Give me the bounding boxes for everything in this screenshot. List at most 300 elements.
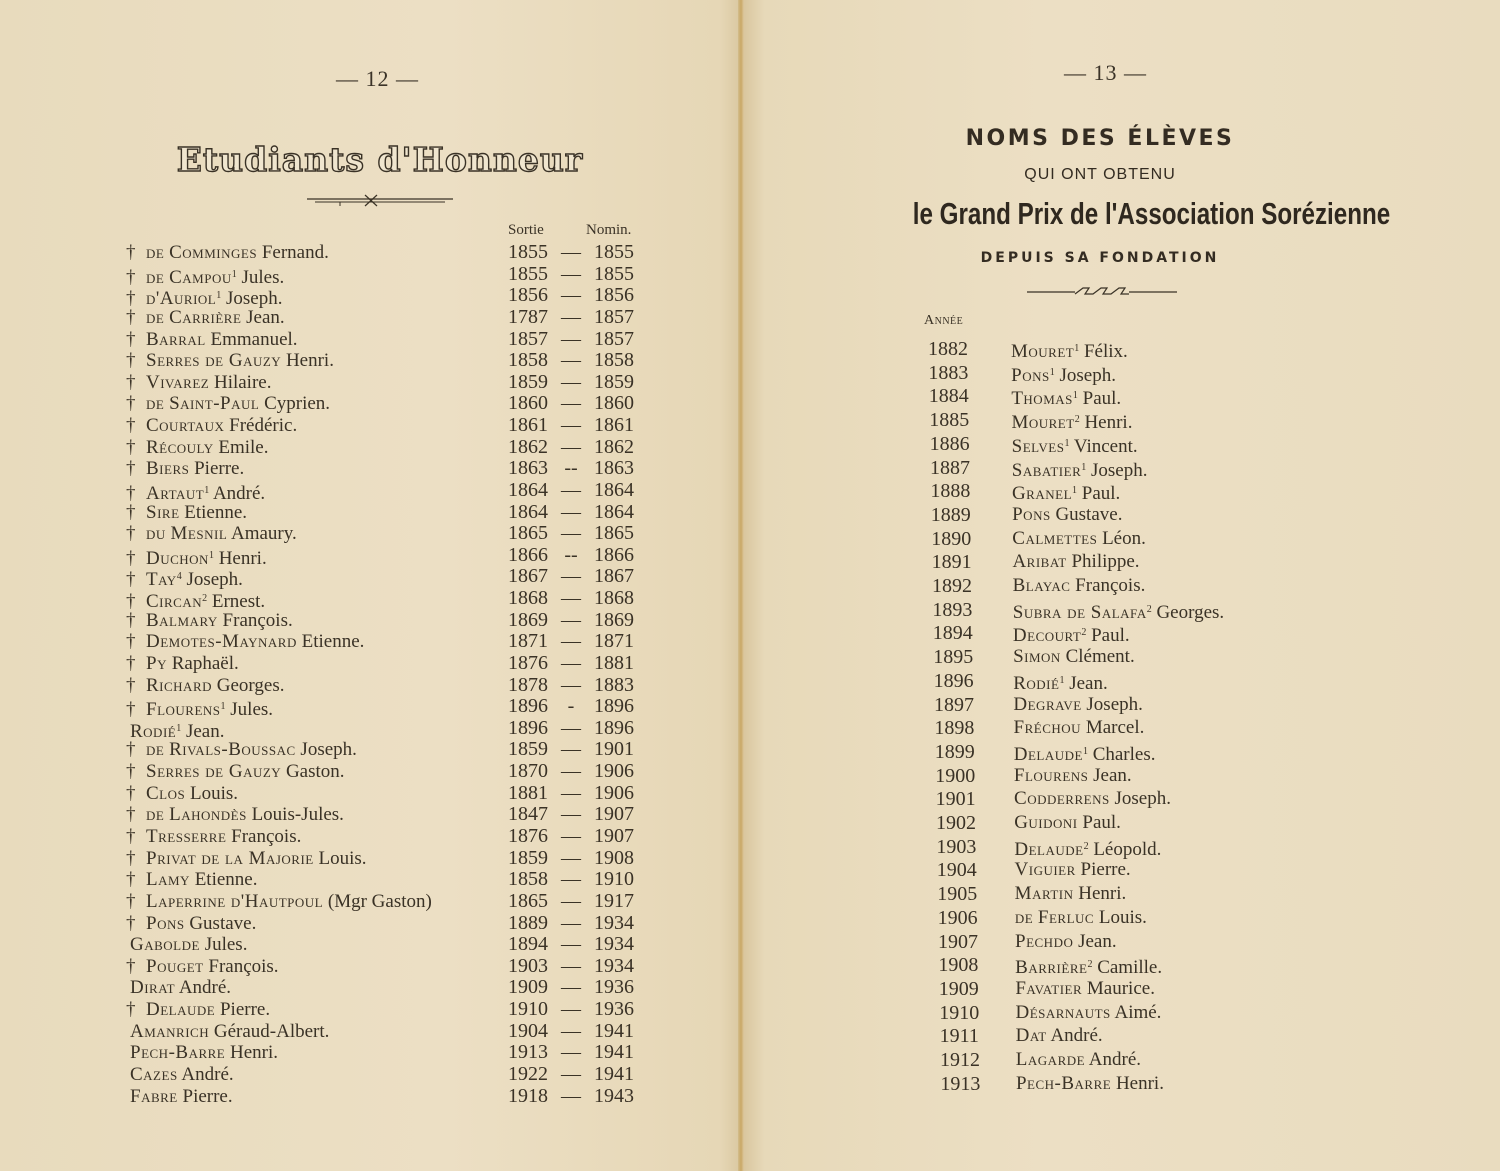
surname: Sabatier <box>1011 459 1082 481</box>
list-item <box>1013 670 1108 695</box>
list-item <box>126 761 345 783</box>
given-name: Camille. <box>1097 957 1163 979</box>
year: 1908 <box>938 954 979 977</box>
list-item <box>130 1064 234 1086</box>
name-particle: d' <box>146 288 160 310</box>
list-item <box>126 523 297 545</box>
footnote-mark: 2 <box>1083 840 1089 852</box>
surname: Serres de Gauzy <box>146 350 282 372</box>
list-item <box>1015 859 1131 881</box>
given-name: Paul. <box>1082 388 1122 410</box>
footnote-mark: 1 <box>204 484 210 496</box>
surname: Sire <box>146 501 180 523</box>
nomination-year: 1941 <box>594 1062 634 1085</box>
date-range <box>508 544 634 567</box>
date-range <box>508 630 634 653</box>
page-title-left: Etudiants d'Honneur <box>176 140 584 179</box>
year: 1901 <box>935 788 976 811</box>
surname: Pech-Barre <box>130 1042 226 1064</box>
surname: Désarnauts <box>1015 1001 1111 1023</box>
surname: Fréchou <box>1013 717 1082 739</box>
sortie-year: 1871 <box>508 630 548 653</box>
year: 1894 <box>932 622 973 645</box>
nomination-year: 1863 <box>594 457 634 480</box>
surname: Rodié <box>130 720 177 742</box>
given-name: Louis. <box>189 782 239 804</box>
surname: Py <box>146 652 167 674</box>
given-name: Amaury. <box>230 523 297 545</box>
list-item <box>130 1086 233 1108</box>
year: 1882 <box>928 338 968 360</box>
given-name: Pierre. <box>182 1085 233 1107</box>
given-name: Joseph. <box>1059 364 1116 386</box>
surname: Dirat <box>130 977 176 999</box>
separator: — <box>561 565 581 588</box>
given-name: André. <box>1050 1025 1103 1047</box>
separator: — <box>561 673 581 696</box>
given-name: Paul. <box>1081 483 1121 505</box>
cross-icon: † <box>126 501 136 523</box>
surname: Privat de la Majorie <box>146 847 314 869</box>
list-item <box>1011 385 1121 410</box>
separator: — <box>561 1019 581 1042</box>
footnote-mark: 1 <box>1072 390 1078 402</box>
nomination-year: 1896 <box>594 716 634 739</box>
surname: Pouget <box>146 955 204 977</box>
surname: Flourens <box>1013 764 1089 786</box>
year: 1898 <box>934 717 975 740</box>
nomination-year: 1941 <box>594 1019 634 1042</box>
nomination-year: 1857 <box>594 305 634 328</box>
separator: — <box>561 262 581 285</box>
list-item <box>1015 907 1147 929</box>
year: 1909 <box>938 977 979 1000</box>
given-name: Raphaël. <box>171 652 239 674</box>
surname: Tresserre <box>146 826 227 847</box>
given-name: André. <box>212 482 266 504</box>
year: 1886 <box>929 432 970 455</box>
given-name: Emile. <box>218 436 269 458</box>
surname: Degrave <box>1013 693 1082 715</box>
footnote-mark: 1 <box>1074 343 1080 354</box>
nomination-year: 1858 <box>594 349 634 372</box>
cross-icon: † <box>126 699 136 721</box>
list-item <box>1011 362 1116 387</box>
year: 1910 <box>939 1001 980 1024</box>
surname: Martin <box>1014 883 1074 905</box>
sortie-year: 1856 <box>508 284 548 307</box>
given-name: Louis. <box>1098 906 1147 928</box>
surname: Serres de Gauzy <box>146 761 282 783</box>
nomination-year: 1869 <box>594 608 634 631</box>
nomination-year: 1936 <box>594 998 634 1021</box>
nomination-year: 1864 <box>594 478 634 501</box>
separator: — <box>561 630 581 653</box>
sortie-year: 1878 <box>508 673 548 696</box>
surname: Rivals-Boussac <box>169 739 296 761</box>
nomination-year: 1934 <box>594 954 634 977</box>
given-name: Louis. <box>318 847 367 869</box>
sortie-year: 1860 <box>508 392 548 415</box>
nomination-year: 1883 <box>594 673 634 696</box>
date-range <box>508 782 634 805</box>
list-item <box>130 1042 278 1064</box>
surname: Demotes-Maynard <box>146 631 297 653</box>
cross-icon: † <box>126 847 136 869</box>
given-name: Hilaire. <box>213 371 272 393</box>
book-gutter <box>738 0 744 1171</box>
surname: Aribat <box>1012 551 1067 573</box>
list-item <box>126 999 270 1021</box>
nomination-year: 1859 <box>594 370 634 393</box>
cross-icon: † <box>126 999 136 1021</box>
nomination-year: 1871 <box>594 630 634 653</box>
footnote-mark: 1 <box>208 549 214 561</box>
footnote-mark: 1 <box>1059 674 1065 686</box>
given-name: Gustave. <box>1055 503 1123 525</box>
list-item <box>126 393 330 415</box>
date-range <box>508 1020 634 1043</box>
date-range <box>508 565 634 588</box>
surname: Biers <box>146 458 190 480</box>
given-name: Louis-Jules. <box>251 804 344 826</box>
name-particle: de <box>146 266 165 288</box>
nomination-year: 1907 <box>594 825 634 847</box>
surname: Richard <box>146 674 213 696</box>
date-range <box>508 457 634 480</box>
year: 1907 <box>938 930 978 953</box>
separator: — <box>561 414 581 437</box>
given-name: André. <box>1088 1049 1142 1070</box>
given-name: Léopold. <box>1093 838 1162 860</box>
list-item <box>1014 812 1121 834</box>
list-item <box>1014 741 1156 766</box>
list-item <box>126 804 344 826</box>
given-name: Paul. <box>1082 812 1121 833</box>
list-item <box>126 610 293 632</box>
given-name: François. <box>231 826 302 847</box>
given-name: François. <box>208 955 279 977</box>
list-item <box>1014 788 1171 810</box>
date-range <box>508 587 634 610</box>
separator: — <box>561 933 581 956</box>
separator: — <box>561 716 581 739</box>
list-item <box>1015 883 1127 905</box>
given-name: Maurice. <box>1086 977 1155 999</box>
surname: Clos <box>146 782 186 804</box>
cross-icon: † <box>126 306 136 328</box>
given-name: André. <box>181 1063 234 1085</box>
separator: — <box>561 889 581 912</box>
sortie-year: 1881 <box>508 781 548 804</box>
separator: — <box>561 349 581 372</box>
given-name: Gaston. <box>285 761 345 783</box>
list-item <box>130 977 231 999</box>
surname: Pechdo <box>1015 930 1074 952</box>
date-range <box>508 414 634 437</box>
nomination-year: 1860 <box>594 392 634 415</box>
surname: Cazes <box>130 1063 178 1085</box>
given-name: François. <box>222 609 293 631</box>
heading-qui-ont-obtenu: QUI ONT OBTENU <box>1024 166 1176 183</box>
surname: Laperrine d'Hautpoul <box>146 890 324 912</box>
cross-icon: † <box>126 436 136 458</box>
given-name: Henri. <box>218 547 267 569</box>
list-item <box>1012 480 1120 505</box>
greek-key-rule-icon <box>1025 285 1179 297</box>
page-number-right: — 13 — <box>1064 60 1147 85</box>
separator: — <box>561 803 581 826</box>
nomination-year: 1936 <box>594 976 634 999</box>
cross-icon: † <box>126 458 136 480</box>
separator: — <box>561 608 581 631</box>
separator: — <box>561 522 581 545</box>
list-item <box>126 350 334 372</box>
year: 1884 <box>928 385 969 408</box>
date-range <box>508 803 634 826</box>
nomination-year: 1856 <box>594 284 634 307</box>
separator: — <box>561 954 581 977</box>
year: 1904 <box>936 859 977 882</box>
separator: — <box>561 998 581 1021</box>
given-name: Joseph. <box>300 739 357 761</box>
name-particle: de <box>1014 906 1034 928</box>
separator: — <box>561 478 581 501</box>
given-name: Jean. <box>1078 930 1117 952</box>
list-item <box>130 934 247 956</box>
sortie-year: 1876 <box>508 825 548 847</box>
year: 1893 <box>932 598 973 621</box>
sortie-year: 1889 <box>508 911 548 934</box>
column-header-nomination: Nomin. <box>586 222 632 238</box>
surname: Amanrich <box>130 1020 210 1042</box>
given-name: Léon. <box>1102 527 1146 549</box>
given-name: Pierre. <box>1080 859 1131 881</box>
list-item <box>1012 457 1148 482</box>
separator: — <box>561 760 581 783</box>
year: 1903 <box>936 835 977 858</box>
given-name: Gustave. <box>189 912 257 934</box>
nomination-year: 1934 <box>594 911 634 934</box>
year: 1911 <box>939 1025 979 1048</box>
year: 1899 <box>934 740 975 763</box>
surname: Ferluc <box>1037 906 1095 928</box>
date-range <box>508 1085 634 1108</box>
year: 1889 <box>930 503 971 526</box>
separator: — <box>561 738 581 761</box>
footnote-mark: 2 <box>1087 959 1093 971</box>
nomination-year: 1896 <box>594 695 634 718</box>
list-item <box>126 739 357 761</box>
page-number-left: — 12 — <box>336 66 419 91</box>
given-name: Cyprien. <box>264 393 331 415</box>
given-name: Jules. <box>204 934 248 956</box>
cross-icon: † <box>126 482 136 504</box>
surname: Lamy <box>146 869 190 891</box>
date-range <box>508 436 634 459</box>
nomination-year: 1861 <box>594 414 634 437</box>
given-name: Henri. <box>230 1042 279 1064</box>
list-item <box>126 329 298 351</box>
footnote-mark: 1 <box>1082 745 1088 757</box>
sortie-year: 1863 <box>508 457 548 480</box>
list-item <box>1014 765 1132 787</box>
date-range <box>508 349 634 372</box>
given-name: (Mgr Gaston) <box>327 890 432 912</box>
date-range <box>508 760 634 783</box>
footnote-mark: 1 <box>216 290 222 302</box>
footnote-mark: 1 <box>1049 366 1055 378</box>
date-range <box>508 652 634 675</box>
list-item <box>1015 954 1162 979</box>
sortie-year: 1861 <box>508 414 548 437</box>
list-item <box>1012 433 1138 458</box>
list-item <box>1011 409 1132 434</box>
sortie-year: 1876 <box>508 651 548 674</box>
name-particle: de <box>146 242 165 263</box>
given-name: Paul. <box>1091 625 1130 647</box>
cross-icon: † <box>126 328 136 350</box>
footnote-mark: 2 <box>1146 603 1152 615</box>
date-range <box>508 674 634 697</box>
list-item <box>1012 551 1139 573</box>
surname: Récouly <box>146 436 214 458</box>
sortie-year: 1910 <box>508 998 548 1021</box>
date-range <box>508 955 634 978</box>
cross-icon: † <box>126 804 136 826</box>
date-range <box>508 522 634 545</box>
given-name: Georges. <box>1156 601 1225 623</box>
separator: — <box>561 587 581 610</box>
separator: — <box>561 500 581 523</box>
separator: — <box>561 651 581 674</box>
given-name: Jules. <box>241 266 285 288</box>
list-item <box>126 502 247 524</box>
list-item <box>126 415 297 437</box>
cross-icon: † <box>126 631 136 653</box>
date-range <box>508 306 634 329</box>
year: 1891 <box>931 551 972 574</box>
sortie-year: 1903 <box>508 954 548 977</box>
year: 1892 <box>932 575 972 597</box>
separator: — <box>561 370 581 393</box>
list-item <box>130 1021 329 1043</box>
surname: Pons <box>1011 364 1050 386</box>
date-range <box>508 263 634 286</box>
list-item <box>126 783 238 805</box>
given-name: Etienne. <box>194 869 258 891</box>
nomination-year: 1910 <box>594 868 634 891</box>
given-name: Clément. <box>1065 646 1135 668</box>
list-item <box>1013 646 1135 668</box>
sortie-year: 1787 <box>508 305 548 328</box>
surname: Blayac <box>1012 575 1071 596</box>
list-item <box>1015 931 1117 953</box>
date-range <box>508 392 634 415</box>
year: 1890 <box>931 527 972 550</box>
date-range <box>508 371 634 394</box>
sortie-year: 1869 <box>508 608 548 631</box>
surname: Artaut <box>146 482 205 504</box>
name-particle: de <box>146 306 165 328</box>
year: 1883 <box>928 361 969 384</box>
year: 1887 <box>930 456 970 479</box>
date-range <box>508 284 634 307</box>
sortie-year: 1918 <box>508 1084 548 1107</box>
separator: — <box>561 392 581 415</box>
surname: Codderrens <box>1014 788 1110 810</box>
given-name: Jules. <box>230 699 274 721</box>
date-range <box>508 998 634 1021</box>
sortie-year: 1865 <box>508 522 548 545</box>
year: 1896 <box>933 669 974 692</box>
given-name: Emmanuel. <box>210 328 298 350</box>
given-name: Philippe. <box>1071 551 1140 573</box>
surname: Gabolde <box>130 934 200 956</box>
given-name: Etienne. <box>301 631 365 653</box>
nomination-year: 1862 <box>594 435 634 458</box>
sortie-year: 1864 <box>508 478 548 501</box>
sortie-year: 1896 <box>508 716 548 739</box>
footnote-mark: 1 <box>220 701 226 713</box>
surname: Thomas <box>1011 388 1073 410</box>
surname: Circan <box>146 591 203 613</box>
surname: Pech-Barre <box>1015 1072 1112 1094</box>
list-item <box>126 913 256 935</box>
cross-icon: † <box>126 547 136 569</box>
separator: — <box>561 1062 581 1085</box>
date-range <box>508 976 634 999</box>
given-name: Joseph. <box>1086 693 1143 715</box>
year: 1885 <box>929 409 970 432</box>
cross-icon: † <box>126 826 136 847</box>
list-item <box>126 653 239 675</box>
list-item <box>126 956 279 978</box>
given-name: Géraud-Albert. <box>213 1020 330 1042</box>
nomination-year: 1943 <box>594 1084 634 1107</box>
sortie-year: 1922 <box>508 1062 548 1085</box>
surname: Decourt <box>1012 625 1082 647</box>
list-item <box>1012 528 1146 550</box>
surname: Pons <box>146 912 185 934</box>
heading-noms-des-eleves: NOMS DES ÉLÈVES <box>965 126 1235 151</box>
surname: Calmettes <box>1012 527 1098 549</box>
separator: — <box>561 435 581 458</box>
date-range <box>508 1041 634 1064</box>
separator: — <box>561 825 581 847</box>
given-name: Pierre. <box>194 458 245 480</box>
sortie-year: 1864 <box>508 500 548 523</box>
heading-depuis-sa-fondation: DEPUIS SA FONDATION <box>980 250 1220 266</box>
sortie-year: 1870 <box>508 760 548 783</box>
given-name: Henri. <box>285 350 334 372</box>
sortie-year: 1858 <box>508 349 548 372</box>
list-item <box>1013 575 1146 597</box>
nomination-year: 1867 <box>594 565 634 588</box>
heading-grand-prix: le Grand Prix de l'Association Sorézienne <box>912 196 1391 231</box>
separator: — <box>561 781 581 804</box>
sortie-year: 1866 <box>508 543 548 566</box>
nomination-year: 1906 <box>594 781 634 804</box>
list-item <box>126 869 257 891</box>
sortie-year: 1858 <box>508 868 548 891</box>
year: 1888 <box>930 480 971 503</box>
nomination-year: 1868 <box>594 587 634 610</box>
separator: — <box>561 241 581 263</box>
list-item <box>126 372 271 394</box>
sortie-year: 1896 <box>508 695 548 718</box>
date-range <box>508 912 634 935</box>
